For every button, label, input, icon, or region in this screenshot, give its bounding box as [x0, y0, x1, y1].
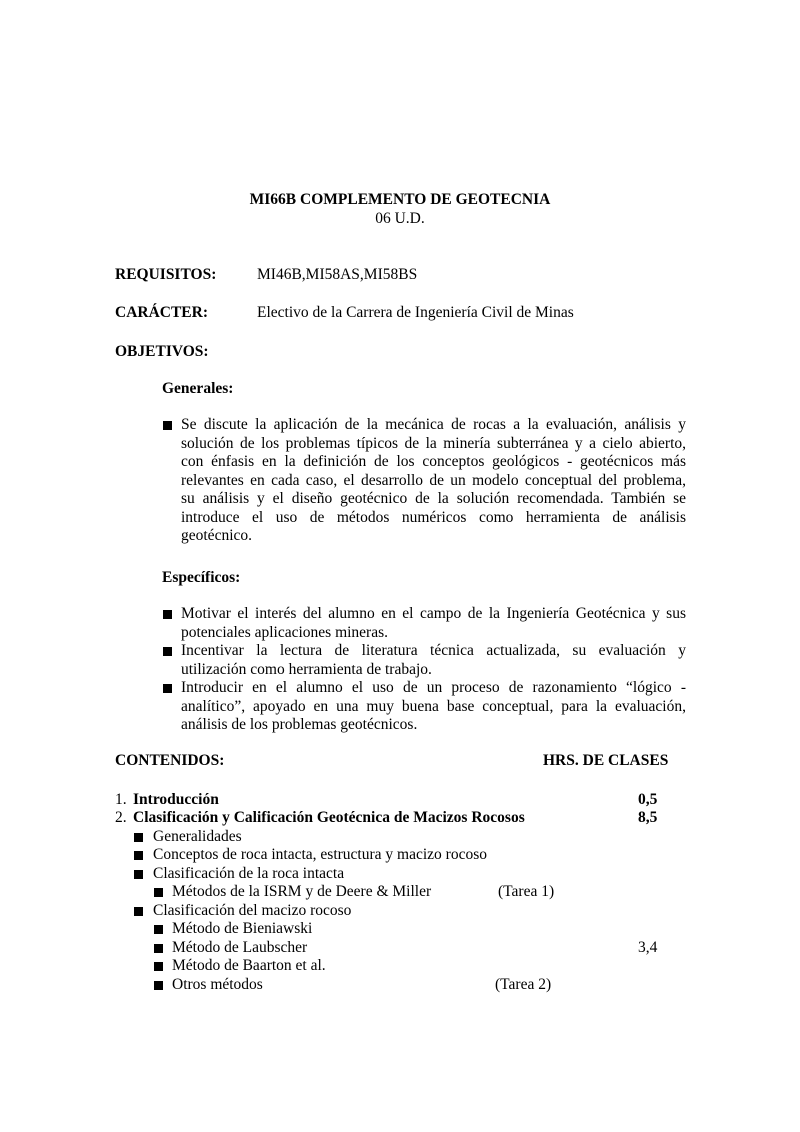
- bullet-square-icon: [154, 888, 163, 897]
- text-line: relevantes en cada caso, el desarrollo de un modelo conceptual del problema,: [181, 471, 686, 489]
- section-number: 2.: [115, 809, 127, 826]
- subitem-text: Método de Laubscher: [172, 939, 308, 956]
- bullet-square-icon: [154, 962, 163, 971]
- bullet-square-icon: [163, 684, 172, 693]
- bullet-square-icon: [134, 833, 143, 842]
- bullet-square-icon: [154, 981, 163, 990]
- section-title: Introducción: [133, 791, 219, 808]
- generales-label: Generales:: [162, 380, 234, 397]
- bullet-square-icon: [134, 851, 143, 860]
- bullet-square-icon: [163, 421, 172, 430]
- text-line: Incentivar la lectura de literatura técnica actualizada, su evaluación y: [181, 642, 686, 659]
- especificos-item-1: [181, 605, 686, 642]
- subitem-note: (Tarea 2): [495, 976, 552, 993]
- subitem-text: Conceptos de roca intacta, estructura y macizo rocoso: [153, 846, 487, 863]
- subitem-text: Clasificación del macizo rocoso: [153, 902, 352, 919]
- section-hours: 0,5: [638, 791, 658, 808]
- text-line: con énfasis en la definición de los conceptos geológicos - geotécnicos más: [181, 453, 686, 470]
- text-line: análisis de los problemas geotécnicos.: [181, 716, 418, 733]
- text-line: geotécnico.: [181, 527, 253, 544]
- bullet-square-icon: [134, 870, 143, 879]
- section-number: 1.: [115, 791, 127, 808]
- subitem-text: Método de Baarton et al.: [172, 957, 326, 974]
- section-hours: 8,5: [638, 809, 658, 826]
- text-line: Motivar el interés del alumno en el campo de la Ingeniería Geotécnica y sus: [181, 605, 686, 622]
- hours-header: HRS. DE CLASES: [543, 752, 669, 769]
- subitem-text: Otros métodos: [172, 976, 263, 993]
- text-line: analítico”, apoyado en una muy buena base conceptual, para la evaluación,: [181, 697, 686, 715]
- text-line: solución de los problemas típicos de la minería subterránea y a cielo abierto,: [181, 434, 686, 452]
- subitem-hours: 3,4: [638, 939, 658, 956]
- course-title: MI66B COMPLEMENTO DE GEOTECNIA: [249, 191, 551, 208]
- contenidos-label: CONTENIDOS:: [115, 752, 225, 769]
- text-line: Introducir en el alumno el uso de un proceso de razonamiento “lógico -: [181, 679, 686, 696]
- bullet-square-icon: [154, 944, 163, 953]
- subitem-text: Clasificación de la roca intacta: [153, 865, 345, 882]
- subitem-text: Generalidades: [153, 828, 242, 845]
- bullet-square-icon: [134, 907, 143, 916]
- text-line: su análisis y el diseño geotécnico de la solución recomendada. También se: [181, 490, 686, 507]
- course-units: 06 U.D.: [375, 210, 425, 227]
- requisitos-label: REQUISITOS:: [115, 266, 217, 283]
- bullet-square-icon: [154, 925, 163, 934]
- subitem-note: (Tarea 1): [498, 883, 555, 900]
- objetivos-label: OBJETIVOS:: [115, 343, 209, 360]
- bullet-square-icon: [163, 610, 172, 619]
- bullet-square-icon: [163, 647, 172, 656]
- text-line: introduce el uso de métodos numéricos como herramienta de análisis: [181, 508, 686, 526]
- subitem-text: Método de Bieniawski: [172, 920, 313, 937]
- text-line: potenciales aplicaciones mineras.: [181, 623, 389, 641]
- generales-item-1: [181, 416, 686, 546]
- subitem-text: Métodos de la ISRM y de Deere & Miller: [172, 883, 432, 900]
- caracter-value: Electivo de la Carrera de Ingeniería Civil de Minas: [257, 304, 574, 321]
- requisitos-value: MI46B,MI58AS,MI58BS: [257, 266, 418, 283]
- caracter-label: CARÁCTER:: [115, 304, 208, 321]
- text-line: utilización como herramienta de trabajo.: [181, 660, 432, 678]
- especificos-label: Específicos:: [162, 569, 241, 586]
- section-title: Clasificación y Calificación Geotécnica de Macizos Rocosos: [133, 809, 525, 826]
- text-line: Se discute la aplicación de la mecánica de rocas a la evaluación, análisis y: [181, 416, 686, 433]
- especificos-item-2: [181, 642, 686, 679]
- especificos-item-3: [181, 679, 686, 735]
